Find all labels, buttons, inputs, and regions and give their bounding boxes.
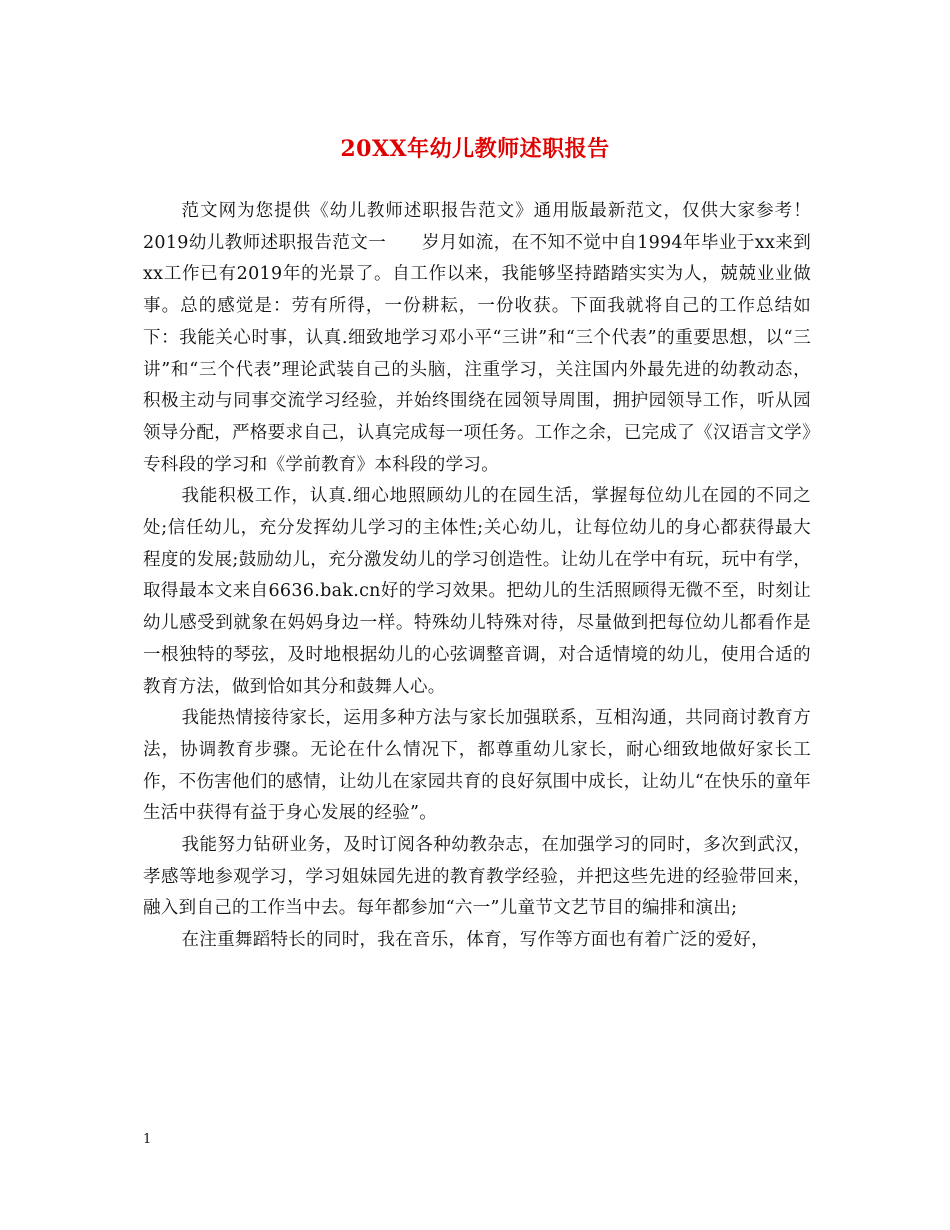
document-title: 20XX年幼儿教师述职报告 (340, 136, 610, 162)
paragraph-5: 在注重舞蹈特长的同时，我在音乐，体育，写作等方面也有着广泛的爱好， (181, 930, 769, 951)
paragraph-3: 我能热情接待家长，运用多种方法与家长加强联系，互相沟通，共同商讨教育方法，协调教育步骤。无论在什么情况下，都尊重幼儿家长，耐心细致地做好家长工作，不伤害他们的感情，让幼儿在家园共育的良好氛围中成长，让幼儿“在快乐的童年生活中获得有益于身心发展的经验”。 (143, 708, 811, 824)
paragraph-2: 我能积极工作，认真.细心地照顾幼儿的在园生活，掌握每位幼儿在园的不同之处;信任幼儿，充分发挥幼儿学习的主体性;关心幼儿，让每位幼儿的身心都获得最大程度的发展;鼓励幼儿，充分激发幼儿的学习创造性。让幼儿在学中有玩，玩中有学，取得最本文来自6636.bak.cn好的学习效果。把幼儿的生活照顾得无微不至，时刻让幼儿感受到就象在妈妈身边一样。特殊幼儿特殊对待，尽量做到把每位幼儿都看作是一根独特的琴弦，及时地根据幼儿的心弦调整音调，对合适情境的幼儿，使用合适的教育方法，做到恰如其分和鼓舞人心。 (143, 486, 811, 697)
document-body (143, 196, 811, 957)
paragraph-4: 我能努力钻研业务，及时订阅各种幼教杂志，在加强学习的同时，多次到武汉，孝感等地参观学习，学习姐妹园先进的教育教学经验，并把这些先进的经验带回来，融入到自己的工作当中去。每年都参加“六一”儿童节文艺节目的编排和演出; (143, 835, 811, 919)
paragraph-1: 范文网为您提供《幼儿教师述职报告范文》通用版最新范文，仅供大家参考！2019幼儿教师述职报告范文一 岁月如流，在不知不觉中自1994年毕业于xx来到xx工作已有2019年的光景了。自工作以来，我能够坚持踏踏实实为人，兢兢业业做事。总的感觉是：劳有所得，一份耕耘，一份收获。下面我就将自己的工作总结如下：我能关心时事，认真.细致地学习邓小平“三讲”和“三个代表”的重要思想，以“三讲”和“三个代表”理论武装自己的头脑，注重学习，关注国内外最先进的幼教动态，积极主动与同事交流学习经验，并始终围绕在园领导周围，拥护园领导工作，听从园领导分配，严格要求自己，认真完成每一项任务。工作之余，已完成了《汉语言文学》专科段的学习和《学前教育》本科段的学习。 (143, 201, 811, 475)
page-number: 1 (143, 1132, 152, 1147)
